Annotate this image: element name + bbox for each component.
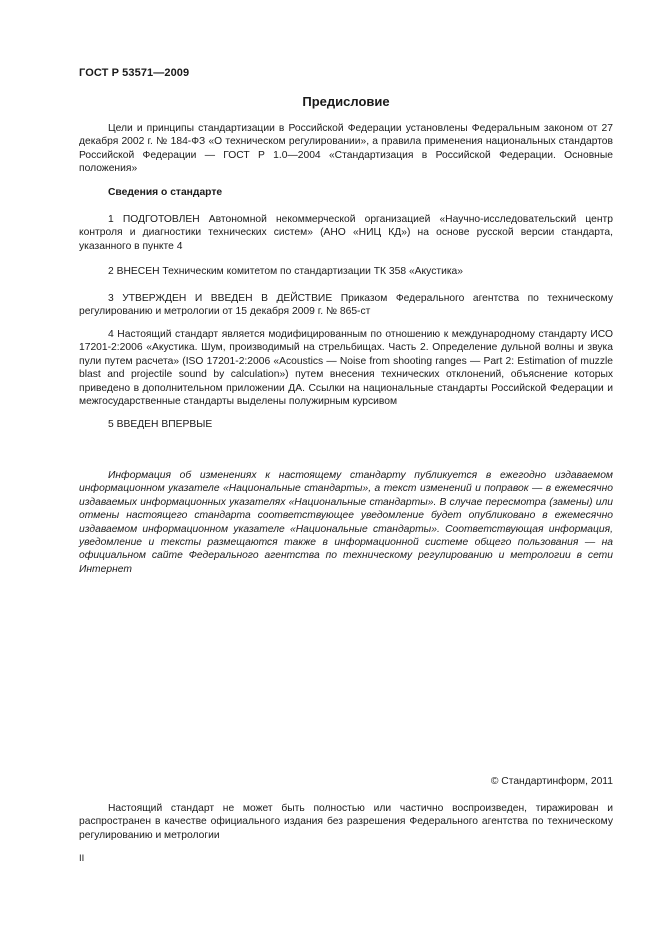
reproduction-notice: Настоящий стандарт не может быть полностью или частично воспроизведен, тиражирован и распространен в качестве официального издания без разрешения Федерального агентства по техническому регулированию и метрологии [79, 803, 613, 841]
item-prepared: 1 ПОДГОТОВЛЕН Автономной некоммерческой организацией «Научно-исследовательский центр контроля и диагностики технических систем» (АНО «НИЦ КД») на основе русской версии стандарта, указанного в пункте 4 [79, 214, 613, 252]
intro-paragraph: Цели и принципы стандартизации в Российской Федерации установлены Федеральным законом от 27 декабря 2002 г. № 184-ФЗ «О техническом регулировании», а правила применения национальных стандартов Российской Федерации — ГОСТ Р 1.0—2004 «Стандартизация в Российской Федерации. Основные положения» [79, 123, 613, 175]
item-introduced: 2 ВНЕСЕН Техническим комитетом по стандартизации ТК 358 «Акустика» [108, 266, 464, 277]
page-title: Предисловие [302, 94, 390, 109]
item-first-introduced: 5 ВВЕДЕН ВПЕРВЫЕ [108, 419, 213, 430]
changes-notice: Информация об изменениях к настоящему стандарту публикуется в ежегодно издаваемом информационном указателе «Национальные стандарты», а текст изменений и поправок — в ежемесячно издаваемых информационных указателях «Национальные стандарты». В случае пересмотра (замены) или отмены настоящего стандарта соответствующее уведомление будет опубликовано в ежемесячно издаваемом информационном указателе «Национальные стандарты». Соответствующая информация, уведомление и тексты размещаются также в информационной системе общего пользования — на официальном сайте Федерального агентства по техническому регулированию и метрологии в сети Интернет [79, 470, 613, 575]
item-modified-standard: 4 Настоящий стандарт является модифицированным по отношению к международному стандарту ИСО 17201-2:2006 «Акустика. Шум, производимый на стрельбищах. Часть 2. Определение дульной волны и звука пули путем расчета» (ISO 17201-2:2006 «Acoustics — Noise from shooting ranges — Part 2: Estimation of muzzle blast and projectile sound by calculation») путем внесения технических отклонений, объяснение которых приведено в дополнительном приложении ДА. Ссылки на национальные стандарты Российской Федерации и межгосударственные стандарты выделены полужирным курсивом [79, 329, 613, 408]
document-code: ГОСТ Р 53571—2009 [79, 67, 190, 79]
page-number: II [79, 853, 85, 864]
info-heading: Сведения о стандарте [108, 187, 223, 198]
copyright: © Стандартинформ, 2011 [490, 776, 613, 787]
item-approved: 3 УТВЕРЖДЕН И ВВЕДЕН В ДЕЙСТВИЕ Приказом Федерального агентства по техническому регулированию и метрологии от 15 декабря 2009 г. № 865-ст [79, 293, 613, 318]
